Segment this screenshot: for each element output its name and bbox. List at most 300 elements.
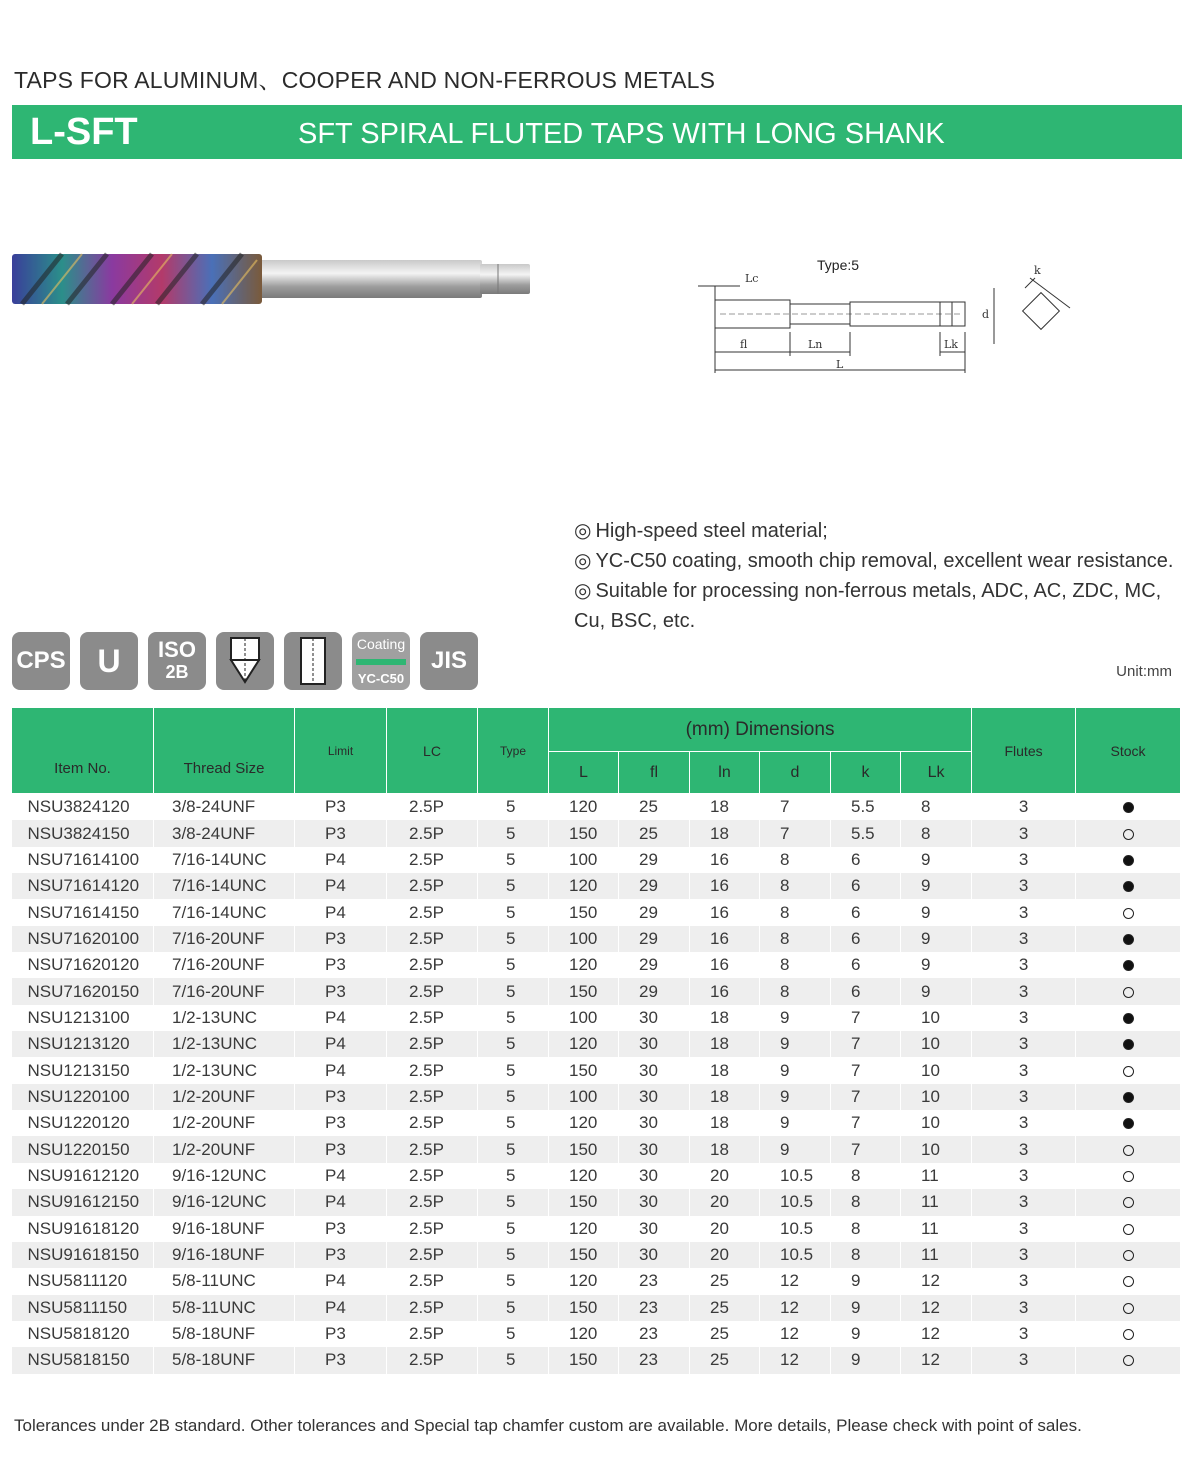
- table-row: [12, 847, 1181, 873]
- thread-size-cell: 1/2-20UNF: [154, 1110, 295, 1136]
- limit-cell: P3: [295, 1347, 387, 1373]
- lc-cell: 2.5P: [387, 978, 478, 1004]
- coating-icon: [352, 632, 410, 690]
- item-no-cell: NSU71614120: [12, 873, 154, 899]
- lc-cell: 2.5P: [387, 1005, 478, 1031]
- dim-lk-cell: 9: [901, 873, 972, 899]
- thread-size-cell: 1/2-20UNF: [154, 1136, 295, 1162]
- in-stock-icon: [1123, 960, 1134, 971]
- dim-fl-cell: 29: [619, 926, 690, 952]
- dim-l-cell: 120: [549, 873, 619, 899]
- flutes-cell: 3: [972, 952, 1076, 978]
- flutes-cell: 3: [972, 1242, 1076, 1268]
- header-item-no: Item No.: [12, 708, 154, 794]
- thread-size-cell: 7/16-20UNF: [154, 978, 295, 1004]
- dim-lk-cell: 11: [901, 1242, 972, 1268]
- u-icon-label: U: [97, 642, 121, 679]
- table-row: [12, 1110, 1181, 1136]
- dim-l-cell: 120: [549, 1321, 619, 1347]
- limit-cell: P3: [295, 926, 387, 952]
- item-no-cell: NSU91612150: [12, 1189, 154, 1215]
- dim-d-cell: 9: [760, 1031, 831, 1057]
- dim-lk-cell: 12: [901, 1268, 972, 1294]
- dim-d-cell: 8: [760, 978, 831, 1004]
- out-of-stock-icon: [1123, 1197, 1134, 1208]
- item-no-cell: NSU1220150: [12, 1136, 154, 1162]
- table-row: [12, 1136, 1181, 1162]
- item-no-cell: NSU1213100: [12, 1005, 154, 1031]
- table-row: [12, 1216, 1181, 1242]
- dim-l-cell: 120: [549, 1268, 619, 1294]
- dim-lk-cell: 12: [901, 1347, 972, 1373]
- lc-cell: 2.5P: [387, 1347, 478, 1373]
- item-no-cell: NSU5811120: [12, 1268, 154, 1294]
- dim-k-cell: 7: [831, 1005, 901, 1031]
- dim-fl-cell: 23: [619, 1321, 690, 1347]
- dim-ln-cell: 25: [690, 1347, 760, 1373]
- dim-l-cell: 150: [549, 899, 619, 925]
- flutes-cell: 3: [972, 1295, 1076, 1321]
- blind-hole-icon: [216, 632, 274, 690]
- dim-k-cell: 5.5: [831, 820, 901, 846]
- item-no-cell: NSU71614100: [12, 847, 154, 873]
- dim-fl-cell: 30: [619, 1216, 690, 1242]
- dim-fl-cell: 29: [619, 978, 690, 1004]
- limit-cell: P4: [295, 1005, 387, 1031]
- table-row: [12, 820, 1181, 846]
- flutes-cell: 3: [972, 1268, 1076, 1294]
- dim-d-cell: 10.5: [760, 1189, 831, 1215]
- dim-ln-cell: 18: [690, 820, 760, 846]
- limit-cell: P3: [295, 820, 387, 846]
- through-hole-icon: [284, 632, 342, 690]
- dim-ln-cell: 25: [690, 1268, 760, 1294]
- header-flutes: Flutes: [972, 708, 1076, 794]
- type-cell: 5: [478, 1216, 549, 1242]
- flutes-cell: 3: [972, 847, 1076, 873]
- dim-d-cell: 7: [760, 794, 831, 821]
- header-dim-d: d: [760, 752, 831, 794]
- table-row: [12, 926, 1181, 952]
- cps-icon: [12, 632, 70, 690]
- flutes-cell: 3: [972, 1321, 1076, 1347]
- limit-cell: P3: [295, 1110, 387, 1136]
- flutes-cell: 3: [972, 1031, 1076, 1057]
- type-cell: 5: [478, 820, 549, 846]
- dim-k-cell: 9: [831, 1347, 901, 1373]
- diagram-label-lk: Lk: [944, 338, 958, 351]
- diagram-label-ln: Ln: [808, 338, 823, 351]
- thread-size-cell: 1/2-20UNF: [154, 1084, 295, 1110]
- table-row: [12, 952, 1181, 978]
- dim-d-cell: 8: [760, 847, 831, 873]
- dim-lk-cell: 10: [901, 1084, 972, 1110]
- table-row: [12, 794, 1181, 821]
- dim-l-cell: 120: [549, 1031, 619, 1057]
- stock-cell: [1076, 873, 1181, 899]
- cps-icon-label: CPS: [16, 647, 66, 674]
- dim-fl-cell: 23: [619, 1347, 690, 1373]
- dim-lk-cell: 10: [901, 1057, 972, 1083]
- thread-size-cell: 5/8-11UNC: [154, 1268, 295, 1294]
- diagram-label-d: d: [982, 308, 990, 321]
- out-of-stock-icon: [1123, 987, 1134, 998]
- tap-dimension-diagram: [690, 248, 1090, 388]
- dim-k-cell: 6: [831, 926, 901, 952]
- thread-size-cell: 1/2-13UNC: [154, 1005, 295, 1031]
- limit-cell: P4: [295, 1295, 387, 1321]
- dim-fl-cell: 30: [619, 1163, 690, 1189]
- dim-fl-cell: 29: [619, 847, 690, 873]
- dim-lk-cell: 9: [901, 899, 972, 925]
- dim-ln-cell: 18: [690, 1110, 760, 1136]
- stock-cell: [1076, 1189, 1181, 1215]
- dim-lk-cell: 12: [901, 1321, 972, 1347]
- lc-cell: 2.5P: [387, 899, 478, 925]
- product-spec-table: [11, 707, 1181, 1374]
- dim-d-cell: 12: [760, 1268, 831, 1294]
- type-cell: 5: [478, 873, 549, 899]
- jis-icon: [420, 632, 478, 690]
- dim-ln-cell: 20: [690, 1216, 760, 1242]
- item-no-cell: NSU1220120: [12, 1110, 154, 1136]
- dim-d-cell: 8: [760, 873, 831, 899]
- feature-text: High-speed steel material;: [595, 520, 828, 542]
- header-dim-l: L: [549, 752, 619, 794]
- header-dim-k: k: [831, 752, 901, 794]
- item-no-cell: NSU91612120: [12, 1163, 154, 1189]
- limit-cell: P4: [295, 1268, 387, 1294]
- dim-lk-cell: 8: [901, 794, 972, 821]
- lc-cell: 2.5P: [387, 1163, 478, 1189]
- dim-fl-cell: 30: [619, 1057, 690, 1083]
- stock-cell: [1076, 847, 1181, 873]
- dim-fl-cell: 30: [619, 1189, 690, 1215]
- item-no-cell: NSU71620150: [12, 978, 154, 1004]
- dim-ln-cell: 16: [690, 899, 760, 925]
- dim-ln-cell: 18: [690, 1057, 760, 1083]
- dim-ln-cell: 18: [690, 1084, 760, 1110]
- table-row: [12, 1242, 1181, 1268]
- limit-cell: P3: [295, 952, 387, 978]
- out-of-stock-icon: [1123, 1066, 1134, 1077]
- feature-item: [574, 576, 1184, 636]
- dim-d-cell: 12: [760, 1347, 831, 1373]
- dim-l-cell: 120: [549, 794, 619, 821]
- dim-lk-cell: 11: [901, 1216, 972, 1242]
- dim-lk-cell: 11: [901, 1189, 972, 1215]
- dim-l-cell: 150: [549, 1295, 619, 1321]
- stock-cell: [1076, 1005, 1181, 1031]
- flutes-cell: 3: [972, 1163, 1076, 1189]
- limit-cell: P4: [295, 847, 387, 873]
- flutes-cell: 3: [972, 926, 1076, 952]
- diagram-type-label: Type:5: [817, 257, 860, 273]
- product-code: L-SFT: [30, 111, 138, 153]
- stock-cell: [1076, 1321, 1181, 1347]
- limit-cell: P3: [295, 978, 387, 1004]
- stock-cell: [1076, 1347, 1181, 1373]
- lc-cell: 2.5P: [387, 1216, 478, 1242]
- thread-size-cell: 9/16-18UNF: [154, 1242, 295, 1268]
- lc-cell: 2.5P: [387, 1031, 478, 1057]
- diagram-label-fl: fl: [740, 338, 748, 351]
- dim-lk-cell: 9: [901, 952, 972, 978]
- limit-cell: P3: [295, 1136, 387, 1162]
- item-no-cell: NSU5818150: [12, 1347, 154, 1373]
- dim-d-cell: 10.5: [760, 1216, 831, 1242]
- lc-cell: 2.5P: [387, 820, 478, 846]
- in-stock-icon: [1123, 802, 1134, 813]
- out-of-stock-icon: [1123, 829, 1134, 840]
- stock-cell: [1076, 1242, 1181, 1268]
- diagram-label-l: L: [836, 358, 844, 371]
- dim-k-cell: 7: [831, 1110, 901, 1136]
- item-no-cell: NSU71620100: [12, 926, 154, 952]
- dim-k-cell: 7: [831, 1084, 901, 1110]
- limit-cell: P4: [295, 899, 387, 925]
- limit-cell: P4: [295, 1163, 387, 1189]
- dim-fl-cell: 25: [619, 794, 690, 821]
- flutes-cell: 3: [972, 1084, 1076, 1110]
- dim-ln-cell: 16: [690, 952, 760, 978]
- out-of-stock-icon: [1123, 1329, 1134, 1340]
- stock-cell: [1076, 1031, 1181, 1057]
- lc-cell: 2.5P: [387, 847, 478, 873]
- table-row: [12, 1189, 1181, 1215]
- dim-l-cell: 120: [549, 1163, 619, 1189]
- lc-cell: 2.5P: [387, 794, 478, 821]
- dim-l-cell: 150: [549, 1242, 619, 1268]
- header-lc: LC: [387, 708, 478, 794]
- in-stock-icon: [1123, 1118, 1134, 1129]
- dim-fl-cell: 30: [619, 1005, 690, 1031]
- dim-l-cell: 150: [549, 820, 619, 846]
- type-cell: 5: [478, 1084, 549, 1110]
- stock-cell: [1076, 820, 1181, 846]
- table-row: [12, 1268, 1181, 1294]
- type-cell: 5: [478, 1347, 549, 1373]
- dim-d-cell: 10.5: [760, 1242, 831, 1268]
- dim-l-cell: 100: [549, 1084, 619, 1110]
- dim-k-cell: 7: [831, 1031, 901, 1057]
- dim-fl-cell: 29: [619, 952, 690, 978]
- dim-fl-cell: 25: [619, 820, 690, 846]
- limit-cell: P3: [295, 1084, 387, 1110]
- coating-bar: [356, 659, 406, 665]
- jis-icon-label: JIS: [430, 647, 468, 674]
- type-cell: 5: [478, 1057, 549, 1083]
- thread-size-cell: 7/16-14UNC: [154, 847, 295, 873]
- dim-fl-cell: 29: [619, 873, 690, 899]
- item-no-cell: NSU71620120: [12, 952, 154, 978]
- out-of-stock-icon: [1123, 908, 1134, 919]
- header-type: Type: [478, 708, 549, 794]
- table-row: [12, 1031, 1181, 1057]
- stock-cell: [1076, 926, 1181, 952]
- dim-ln-cell: 20: [690, 1242, 760, 1268]
- type-cell: 5: [478, 1163, 549, 1189]
- flutes-cell: 3: [972, 820, 1076, 846]
- dim-k-cell: 6: [831, 847, 901, 873]
- lc-cell: 2.5P: [387, 1110, 478, 1136]
- spec-table-body: [12, 794, 1181, 1374]
- dim-l-cell: 120: [549, 1216, 619, 1242]
- spec-icon-row: [12, 632, 478, 690]
- stock-cell: [1076, 1268, 1181, 1294]
- thread-size-cell: 3/8-24UNF: [154, 820, 295, 846]
- dim-ln-cell: 18: [690, 1031, 760, 1057]
- dim-k-cell: 6: [831, 952, 901, 978]
- dim-l-cell: 100: [549, 1005, 619, 1031]
- flutes-cell: 3: [972, 1110, 1076, 1136]
- table-row: [12, 1347, 1181, 1373]
- thread-size-cell: 1/2-13UNC: [154, 1031, 295, 1057]
- dim-lk-cell: 9: [901, 926, 972, 952]
- coating-type-label: YC-C50: [357, 671, 405, 686]
- tap-tool-image: [12, 240, 532, 320]
- dim-l-cell: 150: [549, 1347, 619, 1373]
- flutes-cell: 3: [972, 1347, 1076, 1373]
- dim-d-cell: 9: [760, 1136, 831, 1162]
- in-stock-icon: [1123, 1092, 1134, 1103]
- type-cell: 5: [478, 926, 549, 952]
- type-cell: 5: [478, 978, 549, 1004]
- dim-l-cell: 150: [549, 1189, 619, 1215]
- lc-cell: 2.5P: [387, 1084, 478, 1110]
- page-category-title: TAPS FOR ALUMINUM、COOPER AND NON-FERROUS METALS: [14, 67, 716, 93]
- dim-k-cell: 8: [831, 1216, 901, 1242]
- bullet-icon: ◎: [574, 580, 592, 602]
- stock-cell: [1076, 952, 1181, 978]
- iso-label: ISO: [158, 637, 196, 662]
- dim-lk-cell: 10: [901, 1136, 972, 1162]
- out-of-stock-icon: [1123, 1224, 1134, 1235]
- in-stock-icon: [1123, 881, 1134, 892]
- lc-cell: 2.5P: [387, 1295, 478, 1321]
- dim-l-cell: 100: [549, 926, 619, 952]
- header-dim-fl: fl: [619, 752, 690, 794]
- lc-cell: 2.5P: [387, 926, 478, 952]
- dim-fl-cell: 23: [619, 1295, 690, 1321]
- thread-size-cell: 7/16-14UNC: [154, 873, 295, 899]
- dim-ln-cell: 16: [690, 847, 760, 873]
- flutes-cell: 3: [972, 978, 1076, 1004]
- flutes-cell: 3: [972, 1005, 1076, 1031]
- item-no-cell: NSU5818120: [12, 1321, 154, 1347]
- dim-k-cell: 8: [831, 1163, 901, 1189]
- flutes-cell: 3: [972, 1136, 1076, 1162]
- coating-label: Coating: [356, 636, 406, 652]
- feature-item: [574, 546, 1184, 576]
- dim-fl-cell: 30: [619, 1242, 690, 1268]
- table-row: [12, 1163, 1181, 1189]
- dim-ln-cell: 18: [690, 1005, 760, 1031]
- thread-size-cell: 7/16-20UNF: [154, 926, 295, 952]
- header-dim-lk: Lk: [901, 752, 972, 794]
- lc-cell: 2.5P: [387, 873, 478, 899]
- feature-list: [574, 516, 1184, 636]
- dim-k-cell: 8: [831, 1189, 901, 1215]
- flutes-cell: 3: [972, 873, 1076, 899]
- type-cell: 5: [478, 952, 549, 978]
- dim-fl-cell: 30: [619, 1110, 690, 1136]
- table-row: [12, 1084, 1181, 1110]
- item-no-cell: NSU3824120: [12, 794, 154, 821]
- dim-ln-cell: 16: [690, 873, 760, 899]
- table-row: [12, 1057, 1181, 1083]
- flutes-cell: 3: [972, 1216, 1076, 1242]
- product-banner: [12, 105, 1182, 159]
- out-of-stock-icon: [1123, 1303, 1134, 1314]
- dim-fl-cell: 30: [619, 1031, 690, 1057]
- dim-l-cell: 150: [549, 1057, 619, 1083]
- dim-ln-cell: 18: [690, 794, 760, 821]
- dim-k-cell: 6: [831, 899, 901, 925]
- dim-d-cell: 9: [760, 1110, 831, 1136]
- type-cell: 5: [478, 1321, 549, 1347]
- dim-l-cell: 100: [549, 847, 619, 873]
- type-cell: 5: [478, 899, 549, 925]
- dim-lk-cell: 10: [901, 1005, 972, 1031]
- footnote: Tolerances under 2B standard. Other tolerances and Special tap chamfer custom are available. More details, Please check with point of sales.: [14, 1416, 1082, 1435]
- type-cell: 5: [478, 794, 549, 821]
- thread-size-cell: 3/8-24UNF: [154, 794, 295, 821]
- type-cell: 5: [478, 1189, 549, 1215]
- item-no-cell: NSU91618150: [12, 1242, 154, 1268]
- lc-cell: 2.5P: [387, 1242, 478, 1268]
- dim-lk-cell: 8: [901, 820, 972, 846]
- type-cell: 5: [478, 1295, 549, 1321]
- item-no-cell: NSU3824150: [12, 820, 154, 846]
- lc-cell: 2.5P: [387, 1057, 478, 1083]
- header-thread-size: Thread Size: [154, 708, 295, 794]
- item-no-cell: NSU1220100: [12, 1084, 154, 1110]
- dim-lk-cell: 11: [901, 1163, 972, 1189]
- limit-cell: P3: [295, 1242, 387, 1268]
- feature-text: Suitable for processing non-ferrous metals, ADC, AC, ZDC, MC, Cu, BSC, etc.: [574, 580, 1162, 632]
- thread-size-cell: 5/8-11UNC: [154, 1295, 295, 1321]
- dim-fl-cell: 30: [619, 1084, 690, 1110]
- type-cell: 5: [478, 847, 549, 873]
- dim-lk-cell: 9: [901, 978, 972, 1004]
- table-row: [12, 873, 1181, 899]
- dim-ln-cell: 18: [690, 1136, 760, 1162]
- dim-k-cell: 6: [831, 873, 901, 899]
- thread-size-cell: 5/8-18UNF: [154, 1321, 295, 1347]
- dim-l-cell: 150: [549, 1136, 619, 1162]
- stock-cell: [1076, 1163, 1181, 1189]
- dim-ln-cell: 20: [690, 1163, 760, 1189]
- header-stock: Stock: [1076, 708, 1181, 794]
- dim-d-cell: 9: [760, 1005, 831, 1031]
- flutes-cell: 3: [972, 1057, 1076, 1083]
- item-no-cell: NSU1213120: [12, 1031, 154, 1057]
- dim-k-cell: 9: [831, 1268, 901, 1294]
- u-icon: [80, 632, 138, 690]
- lc-cell: 2.5P: [387, 1268, 478, 1294]
- type-cell: 5: [478, 1110, 549, 1136]
- lc-cell: 2.5P: [387, 1321, 478, 1347]
- dim-k-cell: 6: [831, 978, 901, 1004]
- limit-cell: P4: [295, 1057, 387, 1083]
- thread-size-cell: 7/16-20UNF: [154, 952, 295, 978]
- dim-l-cell: 150: [549, 978, 619, 1004]
- product-subtitle: SFT SPIRAL FLUTED TAPS WITH LONG SHANK: [298, 118, 945, 150]
- limit-cell: P4: [295, 1189, 387, 1215]
- dim-d-cell: 12: [760, 1295, 831, 1321]
- out-of-stock-icon: [1123, 1145, 1134, 1156]
